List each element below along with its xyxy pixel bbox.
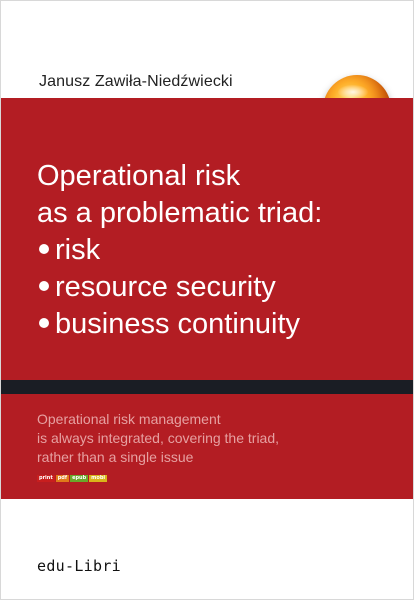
publisher-name: edu-Libri — [37, 557, 121, 575]
title-bullet-item — [37, 232, 322, 269]
title-bullet-text: business continuity — [55, 308, 301, 340]
format-badge-pdf: pdf — [57, 475, 68, 481]
title-bullet-item — [37, 269, 322, 306]
format-badges — [37, 475, 107, 482]
subtitle-line: rather than a single issue — [37, 449, 194, 465]
title-bullet-item — [37, 306, 322, 343]
book-title — [37, 158, 322, 343]
author-name: Janusz Zawiła-Niedźwiecki — [39, 73, 233, 90]
orb-highlight — [338, 85, 368, 99]
subtitle-line: Operational risk management — [37, 411, 221, 427]
title-line: as a problematic triad: — [37, 197, 323, 229]
format-badge-print: print — [39, 475, 53, 481]
format-badge-mobi: mobi — [91, 475, 106, 481]
bullet-icon — [39, 318, 49, 328]
title-bullet-text: resource security — [55, 271, 276, 303]
bullet-icon — [39, 244, 49, 254]
subtitle-line: is always integrated, covering the triad, — [37, 430, 280, 446]
dark-divider-band — [1, 380, 414, 394]
book-subtitle — [37, 410, 279, 467]
title-line: Operational risk — [37, 160, 241, 192]
bullet-icon — [39, 281, 49, 291]
format-badge-epub: epub — [72, 475, 87, 481]
title-bullet-text: risk — [55, 234, 101, 266]
